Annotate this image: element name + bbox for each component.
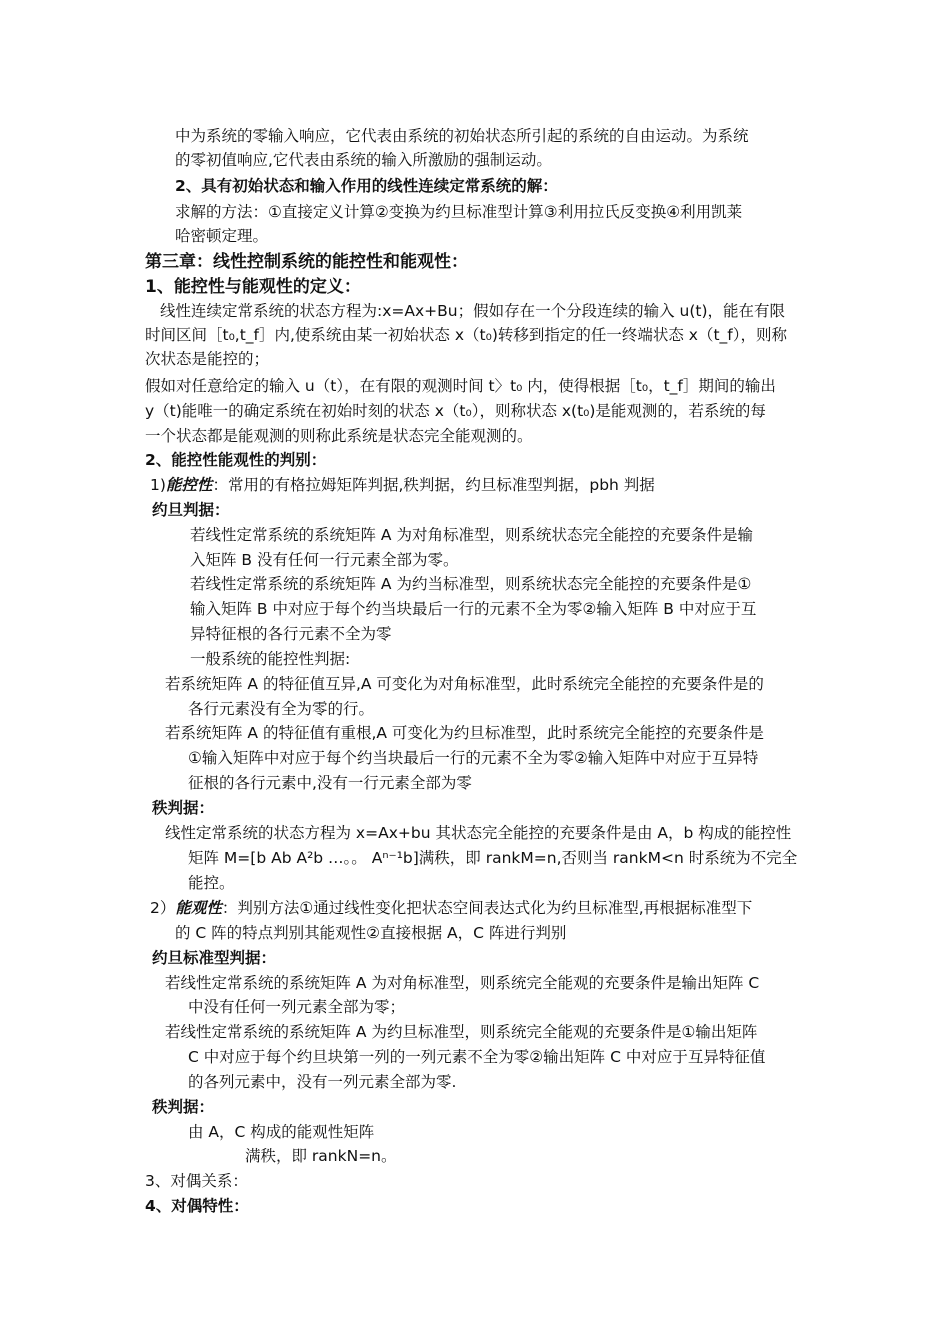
item-text: ：判别方法①通过线性变化把状态空间表达式化为约旦标准型,再根据标准型下: [221, 899, 753, 917]
text-line: 若系统矩阵 A 的特征值有重根,A 可变化为约旦标准型，此时系统完全能控的充要条件是: [165, 724, 764, 742]
text-line: 线性连续定常系统的状态方程为:x=Ax+Bu；假如存在一个分段连续的输入 u(t)，能在有限: [160, 302, 786, 320]
text-line: 各行元素没有全为零的行。: [188, 700, 375, 718]
subheading: 2、具有初始状态和输入作用的线性连续定常系统的解：: [175, 177, 558, 195]
text-line: 征根的各行元素中,没有一行元素全部为零: [188, 774, 472, 792]
text-line: 入矩阵 B 没有任何一行元素全部为零。: [190, 551, 459, 569]
text-line: 次状态是能控的；: [145, 350, 270, 368]
subheading: 约旦判据：: [152, 501, 230, 519]
text-line: 哈密顿定理。: [175, 227, 269, 245]
item-number: 1): [150, 476, 166, 494]
text-line: 中为系统的零输入响应，它代表由系统的初始状态所引起的系统的自由运动。为系统: [175, 127, 749, 145]
text-line: 求解的方法：①直接定义计算②变换为约旦标准型计算③利用拉氏反变换④利用凯莱: [175, 203, 743, 221]
subheading: 2、能控性能观性的判别：: [145, 451, 327, 469]
text-line: 若线性定常系统的系统矩阵 A 为约当标准型，则系统状态完全能控的充要条件是①: [190, 575, 752, 593]
text-line: 若线性定常系统的系统矩阵 A 为约旦标准型，则系统完全能观的充要条件是①输出矩阵: [165, 1023, 758, 1041]
text-line: 线性定常系统的状态方程为 x=Ax+bu 其状态完全能控的充要条件是由 A，b 构成的能控性: [165, 824, 792, 842]
text-line: 若线性定常系统的系统矩阵 A 为对角标准型，则系统状态完全能控的充要条件是输: [190, 526, 753, 544]
text-line: 若线性定常系统的系统矩阵 A 为对角标准型，则系统完全能观的充要条件是输出矩阵 C: [165, 974, 760, 992]
section-heading: 1、能控性与能观性的定义：: [145, 277, 361, 297]
text-line: 满秩，即 rankN=n。: [245, 1147, 397, 1165]
text-line: [150, 474, 655, 496]
text-line: ①输入矩阵中对应于每个约当块最后一行的元素不全为零②输入矩阵中对应于互异特: [188, 749, 759, 767]
text-line: 的零初值响应,它代表由系统的输入所激励的强制运动。: [175, 151, 552, 169]
text-line: 能控。: [188, 874, 235, 892]
subheading: 约旦标准型判据：: [152, 949, 277, 967]
text-line: 异特征根的各行元素不全为零: [190, 625, 392, 643]
text-line: y（t)能唯一的确定系统在初始时刻的状态 x（t₀），则称状态 x(t₀)是能观测的，若系统的每: [145, 402, 766, 420]
text-line: [150, 897, 752, 919]
text-line: 时间区间［t₀,t_f］内,使系统由某一初始状态 x（t₀)转移到指定的任一终端状态 x（t_f），则称: [145, 326, 788, 344]
section-heading: 3、对偶关系：: [145, 1172, 248, 1190]
text-line: 矩阵 M=[b Ab A²b …。。 Aⁿ⁻¹b]满秩，即 rankM=n,否则当 rankM<n 时系统为不完全: [188, 849, 798, 867]
term-observability: 能观性: [175, 899, 222, 917]
text-line: 的 C 阵的特点判别其能观性②直接根据 A，C 阵进行判别: [175, 924, 567, 942]
subheading: 秩判据：: [152, 799, 215, 817]
text-line: 一个状态都是能观测的则称此系统是状态完全能观测的。: [145, 427, 533, 445]
text-line: 由 A，C 构成的能观性矩阵: [188, 1123, 375, 1141]
chapter-heading: 第三章：线性控制系统的能控性和能观性：: [145, 252, 468, 272]
text-line: 中没有任何一列元素全部为零；: [188, 998, 406, 1016]
item-number: 2）: [150, 899, 176, 917]
text-line: 假如对任意给定的输入 u（t），在有限的观测时间 t〉t₀ 内，使得根据［t₀，t_f］期间的输出: [145, 377, 776, 395]
text-line: 输入矩阵 B 中对应于每个约当块最后一行的元素不全为零②输入矩阵 B 中对应于互: [190, 600, 757, 618]
text-line: C 中对应于每个约旦块第一列的一列元素不全为零②输出矩阵 C 中对应于互异特征值: [188, 1048, 766, 1066]
section-heading: 4、对偶特性：: [145, 1197, 249, 1215]
item-text: ：常用的有格拉姆矩阵判据,秩判据，约旦标准型判据，pbh 判据: [212, 476, 655, 494]
subheading: 秩判据：: [152, 1098, 215, 1116]
term-controllability: 能控性: [165, 476, 213, 494]
text-line: 的各列元素中，没有一列元素全部为零.: [188, 1073, 457, 1091]
text-line: 若系统矩阵 A 的特征值互异,A 可变化为对角标准型，此时系统完全能控的充要条件是的: [165, 675, 764, 693]
text-line: 一般系统的能控性判据:: [190, 650, 351, 668]
